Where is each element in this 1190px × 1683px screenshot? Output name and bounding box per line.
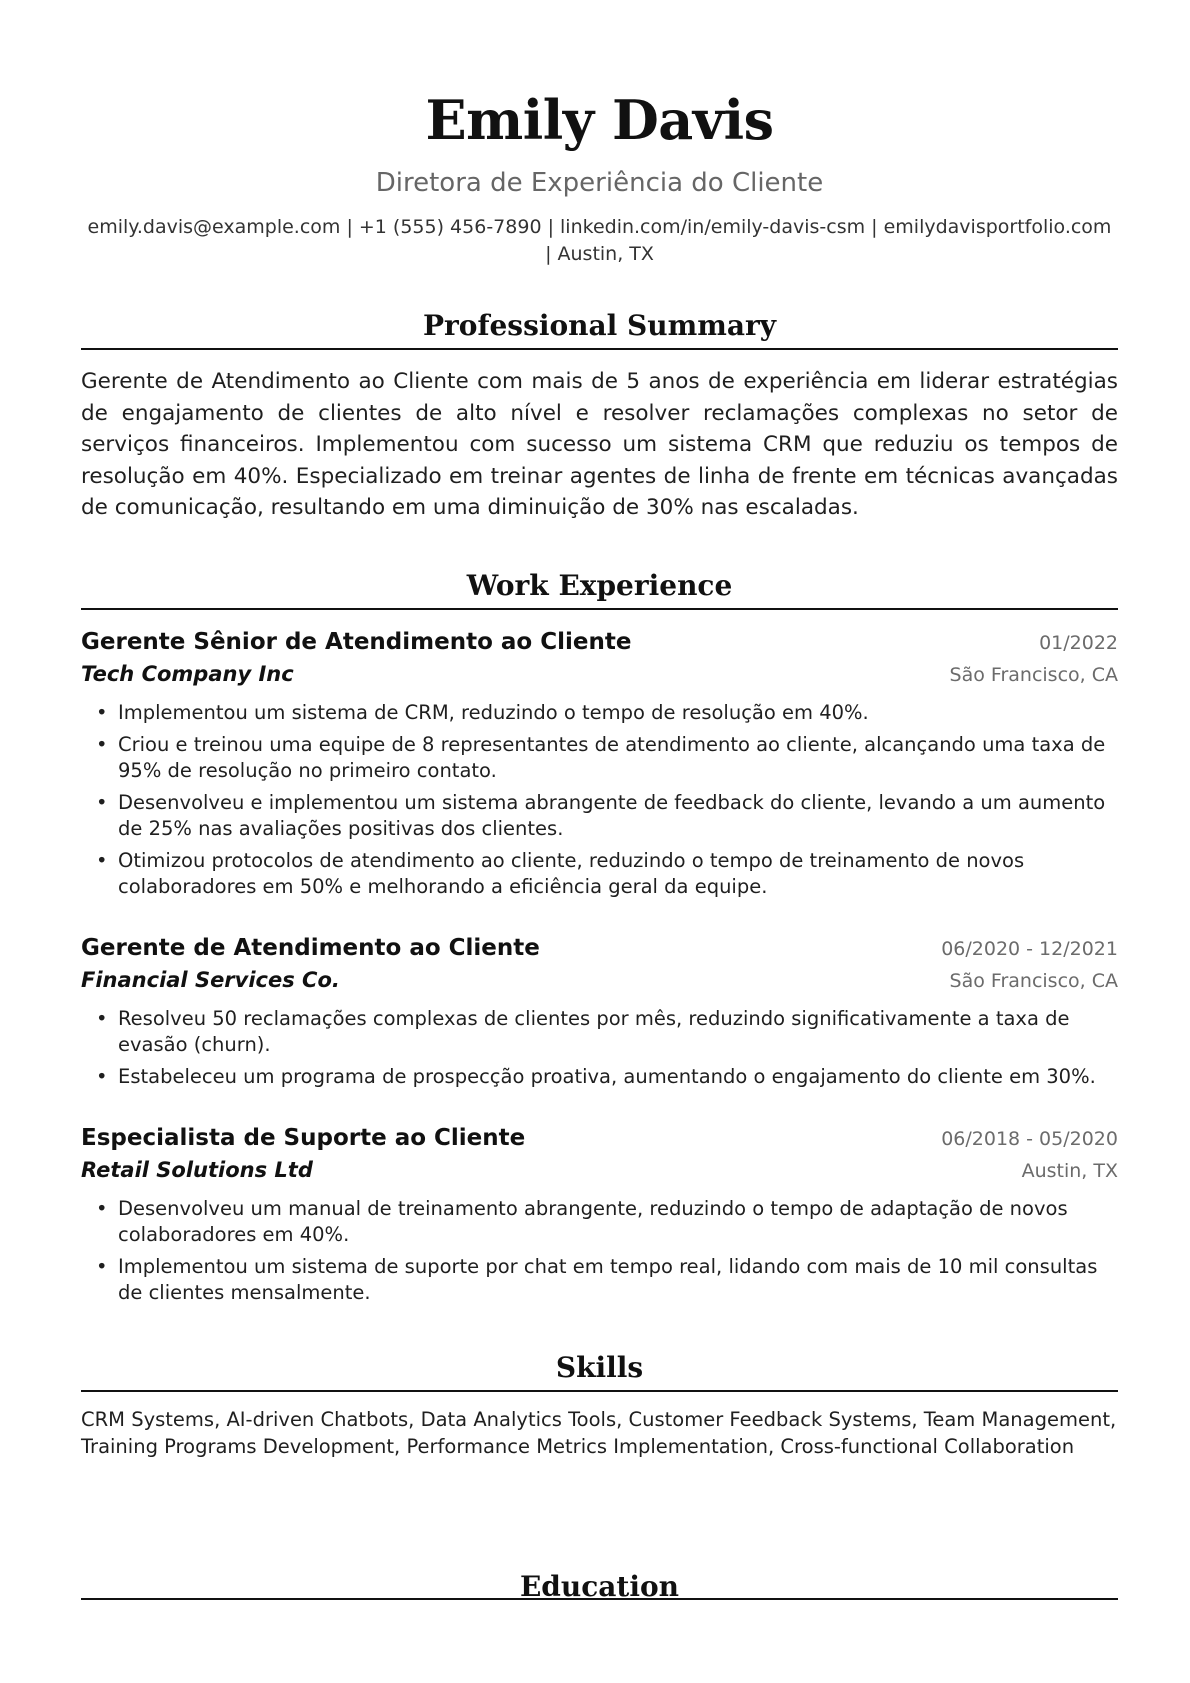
summary-text: Gerente de Atendimento ao Cliente com mais de 5 anos de experiência em liderar estratégias de engajamento de clientes de alto nível e resolver reclamações complexas no setor de serviços financeiros. Implementou com sucesso um sistema CRM que reduziu os tempos de resolução em 40%. Especializado em treinar agentes de linha de frente em técnicas avançadas de comunicação, resultando em uma diminuição de 30% nas escaladas. xyxy=(81,369,1118,520)
bullet-icon: • xyxy=(96,700,108,724)
bullet-icon: • xyxy=(96,1064,108,1088)
job-bullets xyxy=(81,700,1118,900)
job-date: 06/2020 - 12/2021 xyxy=(941,937,1118,960)
bullet-text: Estabeleceu um programa de prospecção proativa, aumentando o engajamento do cliente em 30%. xyxy=(118,1064,1096,1088)
bullet-text: Implementou um sistema de suporte por chat em tempo real, lidando com mais de 10 mil consultas de clientes mensalmente. xyxy=(118,1254,1098,1304)
skills-heading: Skills xyxy=(81,1350,1118,1392)
list-item xyxy=(81,732,1118,784)
job-date: 06/2018 - 05/2020 xyxy=(941,1127,1118,1150)
resume-header xyxy=(81,0,1118,268)
education-section xyxy=(81,1565,1118,1601)
job-location: São Francisco, CA xyxy=(949,663,1118,686)
bullet-text: Criou e treinou uma equipe de 8 representantes de atendimento ao cliente, alcançando uma taxa de 95% de resolução no primeiro contato. xyxy=(118,732,1106,782)
list-item xyxy=(81,1006,1118,1058)
job-entry xyxy=(81,1122,1118,1306)
list-item xyxy=(81,1196,1118,1248)
job-title: Especialista de Suporte ao Cliente xyxy=(81,1124,526,1151)
bullet-icon: • xyxy=(96,1196,108,1220)
job-title: Gerente Sênior de Atendimento ao Cliente xyxy=(81,628,632,655)
bullet-icon: • xyxy=(96,1006,108,1030)
job-entry xyxy=(81,626,1118,900)
bullet-text: Desenvolveu um manual de treinamento abrangente, reduzindo o tempo de adaptação de novos colaboradores em 40%. xyxy=(118,1196,1068,1246)
job-company: Tech Company Inc xyxy=(81,661,294,686)
job-company: Retail Solutions Ltd xyxy=(81,1157,313,1182)
bullet-text: Implementou um sistema de CRM, reduzindo o tempo de resolução em 40%. xyxy=(118,700,869,724)
experience-section xyxy=(81,568,1118,1306)
summary-section xyxy=(81,308,1118,524)
job-location: Austin, TX xyxy=(1021,1159,1118,1182)
summary-heading: Professional Summary xyxy=(81,308,1118,350)
bullet-text: Resolveu 50 reclamações complexas de clientes por mês, reduzindo significativamente a taxa de evasão (churn). xyxy=(118,1006,1070,1056)
bullet-text: Desenvolveu e implementou um sistema abrangente de feedback do cliente, levando a um aumento de 25% nas avaliações positivas dos clientes. xyxy=(118,790,1106,840)
experience-heading: Work Experience xyxy=(81,568,1118,610)
candidate-name: Emily Davis xyxy=(425,88,774,152)
list-item xyxy=(81,1064,1118,1090)
job-bullets xyxy=(81,1196,1118,1306)
job-date: 01/2022 xyxy=(1039,631,1118,654)
job-entry xyxy=(81,932,1118,1090)
job-title: Gerente de Atendimento ao Cliente xyxy=(81,934,540,961)
bullet-icon: • xyxy=(96,1254,108,1278)
section-divider xyxy=(81,1598,1118,1600)
list-item xyxy=(81,700,1118,726)
job-company: Financial Services Co. xyxy=(81,967,340,992)
list-item xyxy=(81,790,1118,842)
resume-page xyxy=(81,0,1118,1683)
list-item xyxy=(81,848,1118,900)
bullet-icon: • xyxy=(96,732,108,756)
job-location: São Francisco, CA xyxy=(949,969,1118,992)
bullet-icon: • xyxy=(96,848,108,872)
job-bullets xyxy=(81,1006,1118,1090)
bullet-text: Otimizou protocolos de atendimento ao cliente, reduzindo o tempo de treinamento de novos colaboradores em 50% e melhorando a eficiência geral da equipe. xyxy=(118,848,1025,898)
contact-line: emily.davis@example.com | +1 (555) 456-7890 | linkedin.com/in/emily-davis-csm | emilydavisportfolio.com | Austin, TX xyxy=(87,216,1112,265)
skills-section xyxy=(81,1350,1118,1460)
bullet-icon: • xyxy=(96,790,108,814)
candidate-title: Diretora de Experiência do Cliente xyxy=(375,168,824,198)
skills-text: CRM Systems, AI-driven Chatbots, Data Analytics Tools, Customer Feedback Systems, Team Management, Training Programs Development, Performance Metrics Implementation, Cross-functional Collaboration xyxy=(81,1407,1117,1458)
list-item xyxy=(81,1254,1118,1306)
education-heading: Education xyxy=(519,1570,680,1601)
